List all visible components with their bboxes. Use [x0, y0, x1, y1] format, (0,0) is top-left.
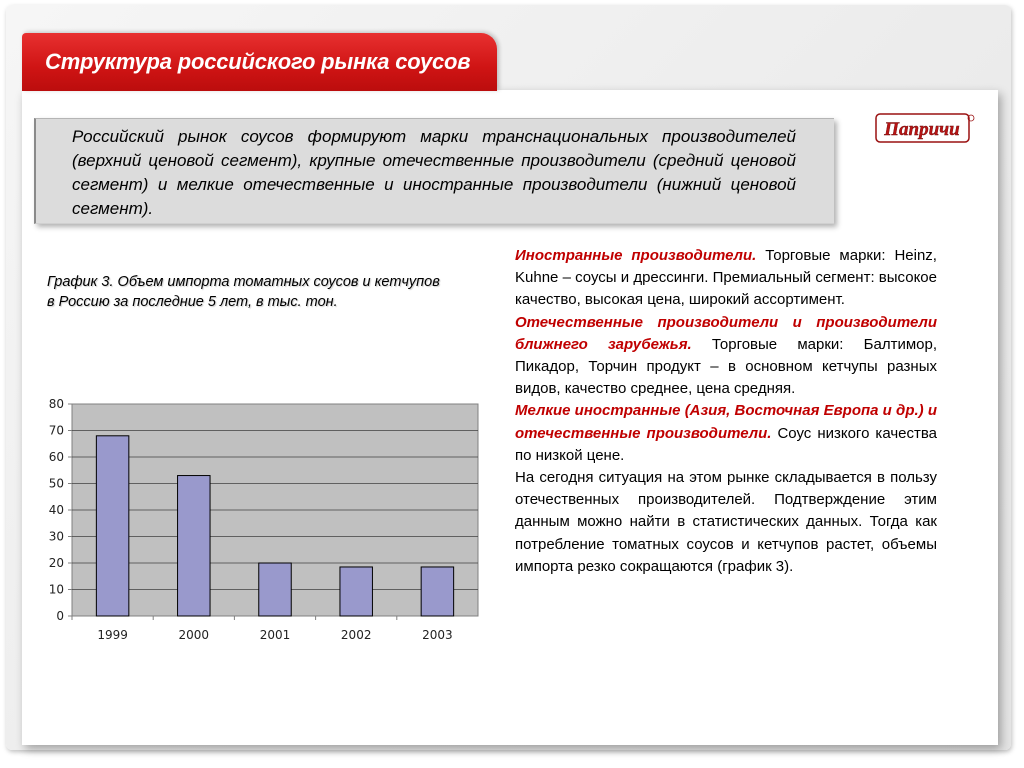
paragraph-small-text: Соус низкого качества по низкой цене.	[515, 424, 937, 464]
import-volume-bar-chart	[30, 390, 490, 652]
y-tick-label: 20	[48, 556, 64, 570]
slide-title: Структура российского рынка соусов	[45, 49, 471, 74]
x-tick-label: 2000	[178, 628, 210, 642]
caption-line-1: График 3. Объем импорта томатных соусов и кетчупов	[47, 274, 440, 290]
chart-caption	[47, 272, 517, 312]
y-axis-ticks	[49, 397, 72, 623]
papr-ichi-logo	[875, 112, 975, 144]
caption-line-2: в Россию за последние 5 лет, в тыс. тон.	[47, 294, 338, 310]
x-tick-label: 2002	[340, 628, 372, 642]
paragraph-small-heading: Мелкие иностранные (Азия, Восточная Европа и др.) и отечественные производители.	[515, 402, 937, 442]
x-tick-label: 2003	[422, 628, 453, 642]
description-column	[515, 245, 937, 578]
x-tick-label: 2001	[259, 628, 291, 642]
y-tick-label: 0	[56, 609, 64, 623]
paragraph-domestic-heading: Отечественные производители и производители ближнего зарубежья.	[515, 313, 937, 353]
y-tick-label: 40	[48, 503, 64, 517]
x-tick-label: 1999	[97, 628, 128, 642]
paragraph-domestic-text: Торговые марки: Балтимор, Пикадор, Торчин продукт – в основном кетчупы разных видов, качество среднее, цена средняя.	[515, 335, 937, 398]
bar-2002	[340, 567, 372, 616]
intro-text: Российский рынок соусов формируют марки транснациональных производителей (верхний ценовой сегмент), крупные отечественные производители (средний ценовой сегмент) и мелкие отечественные и иностранные производители (нижний ценовой сегмент).	[72, 127, 796, 218]
paragraph-domestic	[515, 312, 937, 401]
bar-2003	[421, 567, 453, 616]
bar-2000	[178, 476, 210, 616]
x-axis-ticks	[72, 616, 453, 642]
paragraph-small	[515, 400, 937, 467]
paragraph-conclusion-text: На сегодня ситуация на этом рынке складывается в пользу отечественных производителей. Подтверждение этим данным можно найти в статистических данных. Тогда как потребление томатных соусов и кетчупов растет, объемы импорта резко сокращаются (график 3).	[515, 469, 937, 575]
paragraph-foreign-text: Торговые марки: Heinz, Kuhne – соусы и дрессинги. Премиальный сегмент: высокое качество, высокая цена, широкий ассортимент.	[515, 247, 937, 309]
bar-2001	[259, 563, 291, 616]
paragraph-foreign	[515, 245, 937, 312]
y-tick-label: 80	[48, 397, 64, 411]
logo-wordmark: Папричи	[884, 119, 960, 140]
bar-1999	[96, 436, 128, 616]
y-tick-label: 70	[48, 423, 64, 438]
y-tick-label: 50	[48, 476, 64, 491]
y-tick-label: 60	[48, 450, 64, 464]
paragraph-conclusion	[515, 467, 937, 578]
y-tick-label: 10	[48, 582, 64, 597]
y-tick-label: 30	[48, 529, 64, 544]
intro-box	[34, 118, 834, 224]
paragraph-foreign-heading: Иностранные производители.	[515, 247, 757, 264]
